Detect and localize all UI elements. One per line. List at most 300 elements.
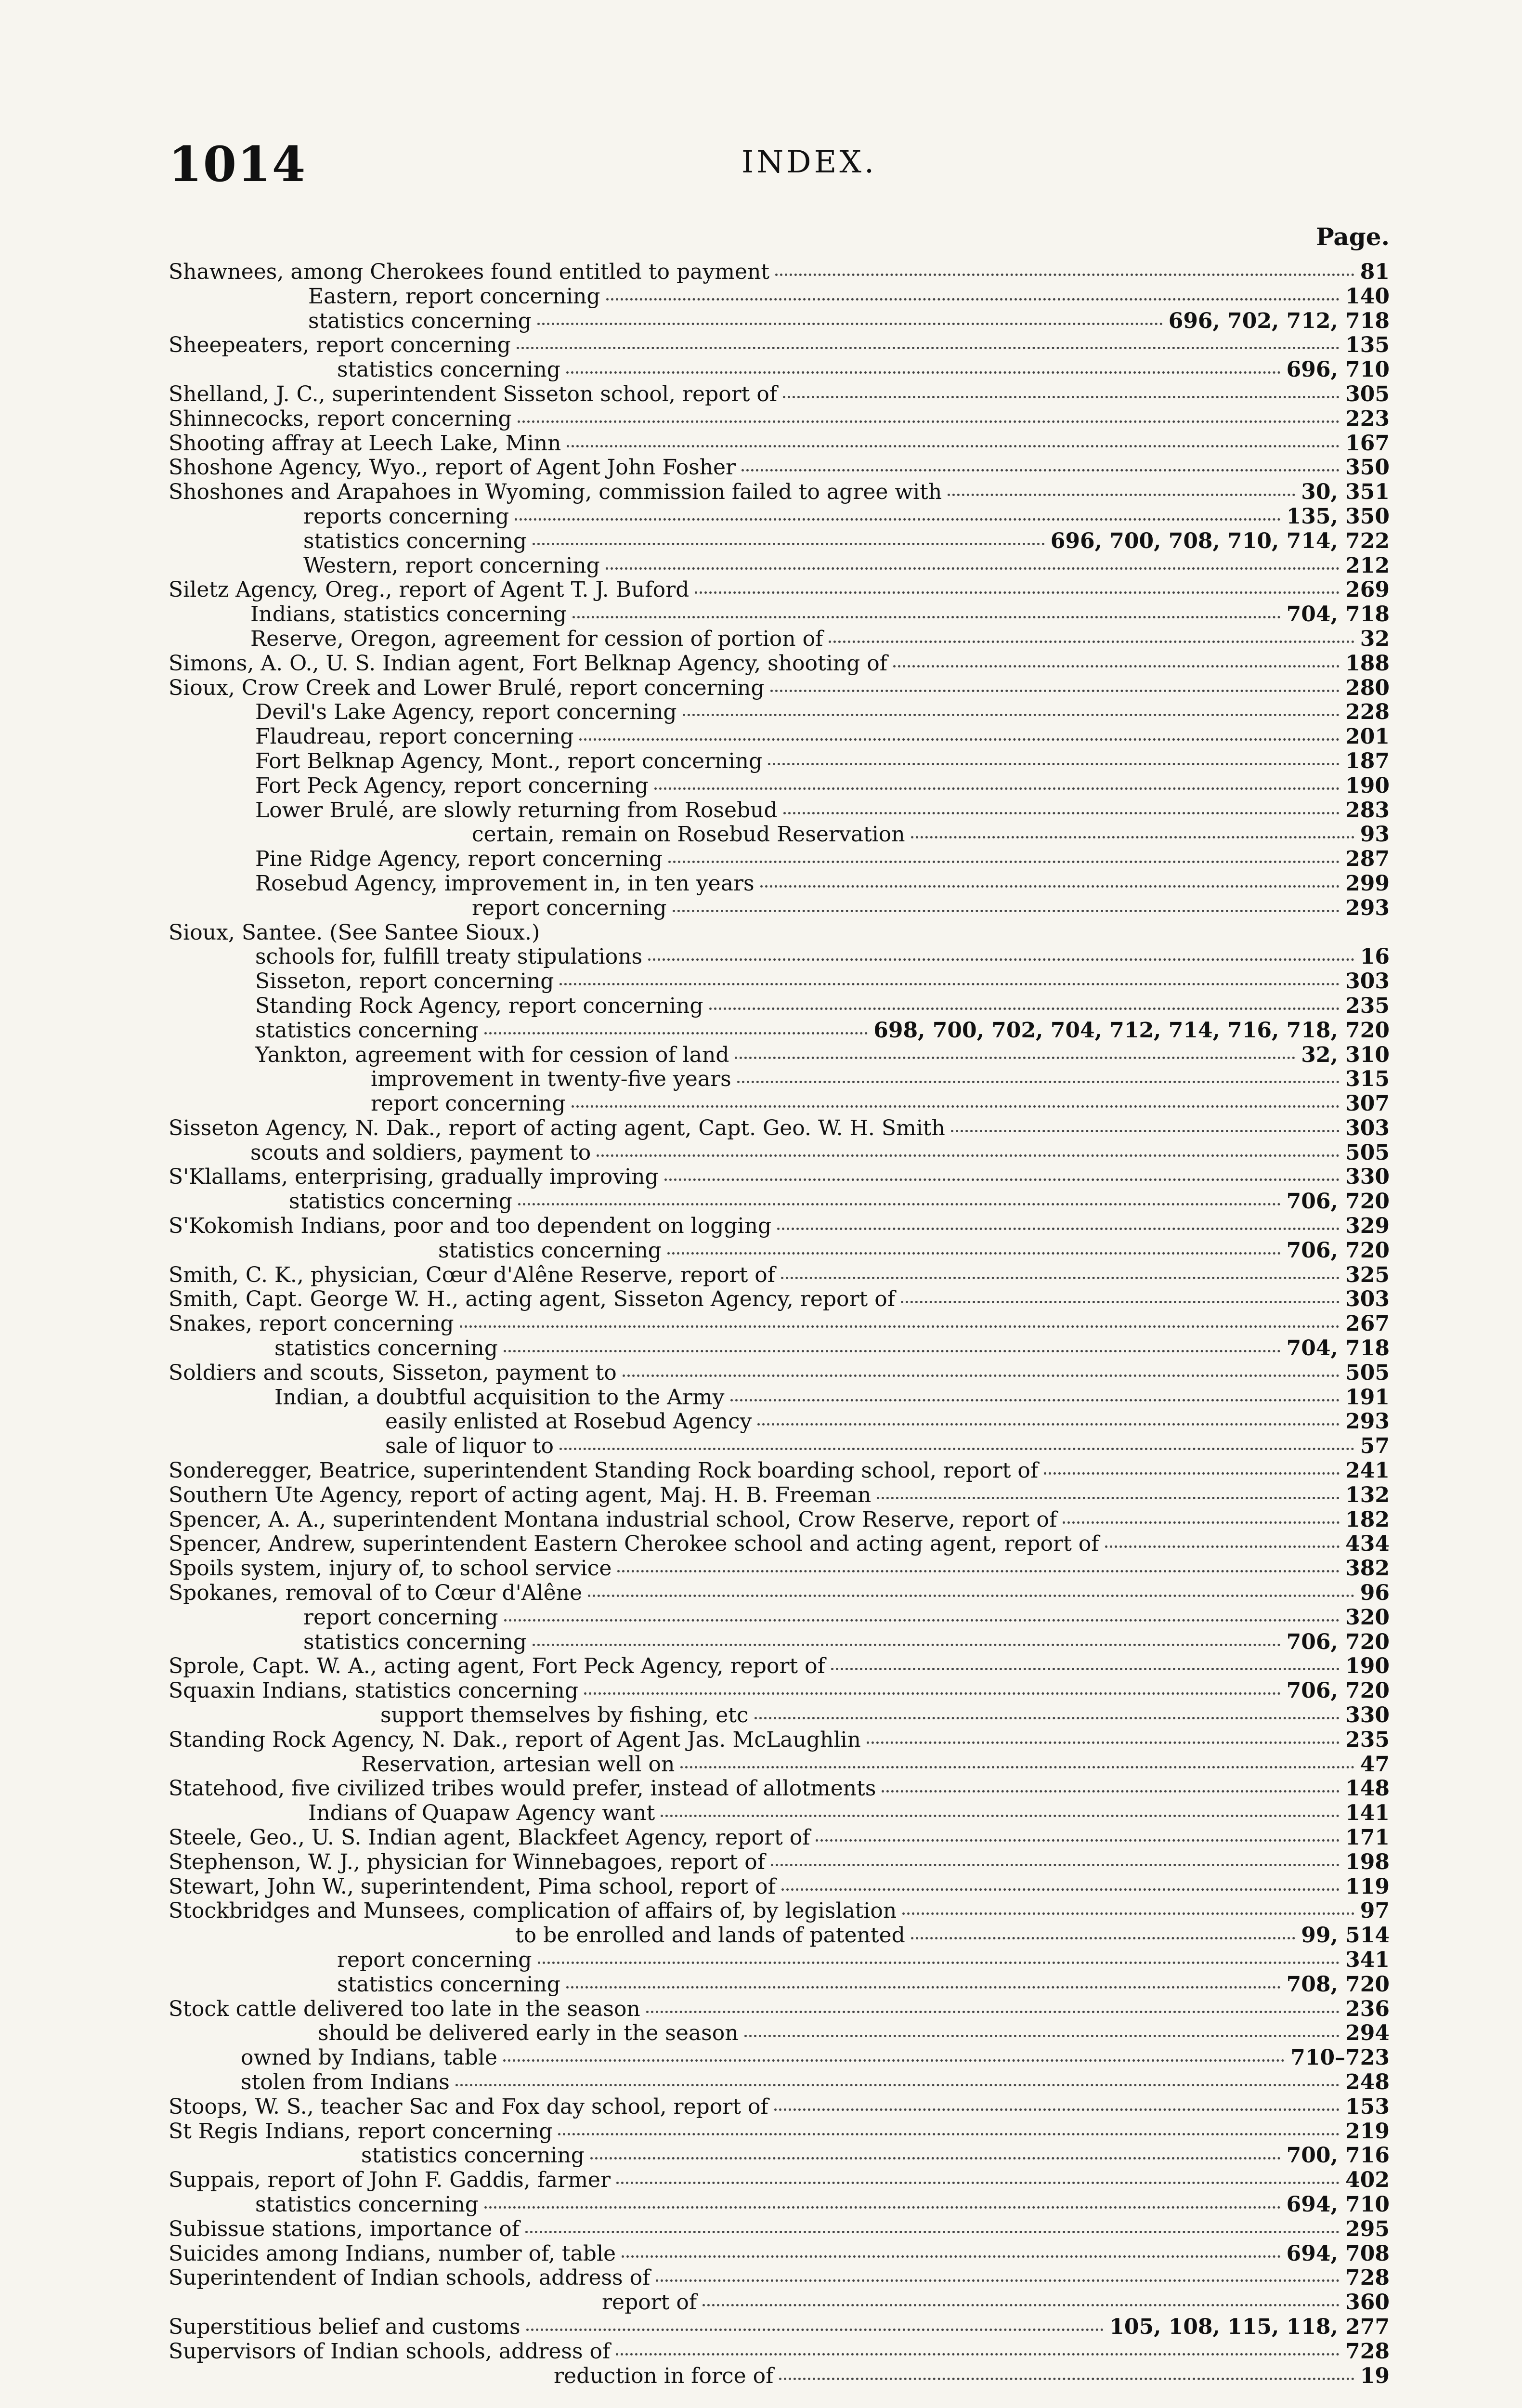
page-number: 1014 [169,136,307,193]
dot-leader [831,1668,1340,1670]
dot-leader [783,396,1340,398]
entry-page-reference: 505 [1345,1360,1390,1385]
entry-page-reference: 303 [1345,969,1390,994]
entry-text: statistics concerning [438,1238,662,1263]
dot-leader [504,1350,1281,1352]
dot-leader [623,1374,1340,1377]
dot-leader [754,1717,1340,1719]
index-entry [169,1557,1390,1581]
entry-page-reference: 287 [1345,847,1390,872]
dot-leader [656,2279,1340,2282]
entry-page-reference: 293 [1345,1409,1390,1434]
index-entry [169,1630,1390,1655]
dot-leader [951,1130,1340,1132]
index-entry [169,1336,1390,1361]
entry-page-reference: 505 [1345,1140,1390,1165]
dot-leader [559,1448,1354,1450]
index-entry [169,1997,1390,2022]
entry-page-reference: 32, 310 [1301,1042,1390,1067]
dot-leader [768,763,1340,765]
entry-page-reference: 191 [1345,1385,1390,1410]
index-entry [169,1654,1390,1679]
index-entry [169,1459,1390,1483]
dot-leader [781,1888,1340,1891]
index-entry [169,1703,1390,1728]
entry-text: Steele, Geo., U. S. Indian agent, Blackfeet Agency, report of [169,1825,810,1850]
entry-text: reduction in force of [554,2363,774,2388]
entry-text: Sioux, Crow Creek and Lower Brulé, report concerning [169,675,765,700]
dot-leader [775,274,1354,276]
entry-page-reference: 728 [1345,2339,1390,2364]
entry-text: S'Kokomish Indians, poor and too dependent on logging [169,1214,772,1239]
entry-page-reference: 360 [1345,2290,1390,2315]
dot-leader [673,910,1340,912]
entry-text: Shoshone Agency, Wyo., report of Agent John Fosher [169,455,736,480]
index-entry [169,798,1390,823]
index-entry [169,1483,1390,1508]
index-entry [169,627,1390,652]
dot-leader [783,812,1340,814]
entry-page-reference: 706, 720 [1286,1238,1390,1263]
dot-leader [566,371,1281,374]
entry-page-reference: 330 [1345,1165,1390,1190]
entry-text: Statehood, five civilized tribes would prefer, instead of allotments [169,1776,876,1801]
dot-leader [460,1325,1340,1328]
entry-page-reference: 303 [1345,1115,1390,1140]
entry-text: Standing Rock Agency, report concerning [255,993,703,1018]
entry-page-reference: 329 [1345,1214,1390,1239]
entry-page-reference: 696, 700, 708, 710, 714, 722 [1050,528,1390,553]
entry-page-reference: 706, 720 [1286,1629,1390,1654]
dot-leader [504,1619,1340,1622]
entry-page-reference: 167 [1345,431,1390,456]
dot-leader [579,738,1340,741]
index-entry [169,1214,1390,1239]
index-entry [169,578,1390,602]
entry-page-reference: 235 [1345,993,1390,1018]
index-entry [169,969,1390,994]
entry-page-reference: 32 [1360,626,1390,651]
dot-leader [567,445,1340,447]
entry-text: Sioux, Santee. (See Santee Sioux.) [169,920,540,945]
index-entry [169,1067,1390,1092]
dot-leader [667,1252,1281,1255]
index-entry [169,700,1390,725]
entry-text: reports concerning [303,504,509,529]
dot-leader [572,1105,1340,1108]
entry-page-reference: 248 [1345,2069,1390,2094]
entry-text: Superintendent of Indian schools, address of [169,2265,650,2290]
index-entry [169,505,1390,529]
entry-text: Smith, Capt. George W. H., acting agent, Sisseton Agency, report of [169,1287,895,1312]
index-entry [169,260,1390,285]
entry-page-reference: 704, 718 [1286,602,1390,627]
entry-page-reference: 57 [1360,1434,1390,1459]
entry-page-reference: 269 [1345,577,1390,602]
entry-page-reference: 190 [1345,773,1390,798]
index-entry [169,1190,1390,1214]
index-entry [169,2242,1390,2266]
dot-leader [816,1839,1340,1842]
index-entry [169,1728,1390,1753]
entry-page-reference: 696, 710 [1286,357,1390,382]
entry-text: Shinnecocks, report concerning [169,406,512,431]
entry-page-reference: 135 [1345,333,1390,358]
entry-page-reference: 382 [1345,1556,1390,1581]
entry-text: statistics concerning [274,1336,498,1361]
dot-leader [654,787,1340,790]
entry-text: Sisseton Agency, N. Dak., report of acting agent, Capt. Geo. W. H. Smith [169,1115,945,1140]
entry-page-reference: 30, 351 [1301,480,1390,505]
dot-leader [484,2206,1281,2209]
dot-leader [664,1178,1340,1181]
entry-page-reference: 303 [1345,1287,1390,1312]
entry-text: Superstitious belief and customs [169,2314,520,2339]
dot-leader [559,983,1340,985]
entry-text: report concerning [472,895,667,920]
entry-page-reference: 228 [1345,700,1390,725]
entry-text: Indians, statistics concerning [250,602,567,627]
index-entry [169,432,1390,456]
dot-leader [702,2304,1340,2306]
index-entry [169,1116,1390,1141]
index-entry [169,602,1390,627]
entry-page-reference: 295 [1345,2216,1390,2241]
entry-page-reference: 694, 710 [1286,2192,1390,2217]
entry-page-reference: 187 [1345,748,1390,773]
index-entry [169,2266,1390,2290]
index-entry [169,676,1390,701]
entry-page-reference: 728 [1345,2265,1390,2290]
entry-text: to be enrolled and lands of patented [515,1923,905,1948]
index-entry [169,309,1390,334]
entry-page-reference: 305 [1345,381,1390,406]
entry-text: sale of liquor to [385,1434,554,1459]
page-title: INDEX. [741,144,877,180]
dot-leader [829,641,1354,643]
dot-leader [518,1203,1281,1205]
dot-leader [877,1497,1340,1499]
entry-page-reference: 710–723 [1290,2045,1390,2070]
dot-leader [606,567,1340,570]
dot-leader [566,1986,1281,1989]
index-entry [169,1263,1390,1288]
index-entry [169,1606,1390,1630]
entry-page-reference: 293 [1345,895,1390,920]
entry-text: Supervisors of Indian schools, address of [169,2339,611,2364]
entry-text: Suicides among Indians, number of, table [169,2241,616,2266]
entry-text: Spokanes, removal of to Cœur d'Alêne [169,1581,583,1606]
dot-leader [771,1864,1340,1866]
entry-text: Eastern, report concerning [308,284,600,309]
dot-leader [1063,1521,1340,1524]
entry-page-reference: 119 [1345,1874,1390,1899]
entry-page-reference: 341 [1345,1947,1390,1972]
entry-page-reference: 434 [1345,1531,1390,1557]
dot-leader [867,1741,1340,1744]
index-entry [169,2070,1390,2095]
dot-leader [948,494,1295,496]
dot-leader [893,665,1340,667]
entry-page-reference: 294 [1345,2021,1390,2046]
dot-leader [744,2035,1340,2037]
index-entry [169,2095,1390,2120]
dot-leader [760,885,1340,888]
index-entry [169,2021,1390,2046]
entry-text: Shooting affray at Leech Lake, Minn [169,431,561,456]
index-entry [169,2120,1390,2144]
entry-page-reference: 283 [1345,798,1390,823]
index-entry [169,2168,1390,2193]
entry-text: statistics concerning [337,1972,560,1997]
entry-text: Simons, A. O., U. S. Indian agent, Fort Belknap Agency, shooting of [169,651,888,676]
entry-text: Indian, a doubtful acquisition to the Army [274,1385,725,1410]
dot-leader [774,2108,1340,2111]
dot-leader [709,1008,1340,1010]
entry-page-reference: 307 [1345,1091,1390,1116]
index-entry [169,1973,1390,1997]
index-entry [169,1508,1390,1532]
dot-leader [518,420,1340,423]
entry-text: Spoils system, injury of, to school service [169,1556,612,1581]
entry-text: Stockbridges and Munsees, complication of affairs of, by legislation [169,1898,897,1924]
entry-page-reference: 698, 700, 702, 704, 712, 714, 716, 718, 720 [873,1018,1390,1043]
index-entry [169,725,1390,749]
entry-page-reference: 99, 514 [1301,1923,1390,1948]
index-entry [169,480,1390,505]
entry-page-reference: 223 [1345,406,1390,431]
entry-text: S'Klallams, enterprising, gradually improving [169,1165,659,1190]
index-entry [169,1141,1390,1165]
entry-text: Spencer, A. A., superintendent Montana industrial school, Crow Reserve, report of [169,1507,1057,1532]
entry-page-reference: 402 [1345,2168,1390,2193]
entry-page-reference: 700, 716 [1286,2143,1390,2168]
entry-page-reference: 320 [1345,1605,1390,1630]
entry-text: Yankton, agreement with for cession of land [255,1042,729,1067]
dot-leader [597,1154,1340,1157]
entry-text: Stephenson, W. J., physician for Winnebagoes, report of [169,1849,765,1874]
index-entry [169,456,1390,480]
entry-page-reference: 153 [1345,2094,1390,2119]
index-entry [169,1850,1390,1875]
entry-text: statistics concerning [308,308,532,333]
index-entry [169,1019,1390,1043]
entry-text: report concerning [371,1091,566,1116]
index-entry [169,2290,1390,2315]
dot-leader [537,323,1163,325]
dot-leader [455,2084,1340,2086]
dot-leader [1044,1472,1340,1475]
entry-page-reference: 97 [1360,1898,1390,1924]
index-entry [169,1434,1390,1459]
entry-text: Lower Brulé, are slowly returning from Rosebud [255,798,778,823]
entry-page-reference: 182 [1345,1507,1390,1532]
index-entry [169,407,1390,432]
entry-page-reference: 219 [1345,2119,1390,2144]
index-entry [169,1410,1390,1434]
entry-page-reference: 190 [1345,1654,1390,1679]
entry-text: statistics concerning [255,2192,479,2217]
index-entry [169,945,1390,969]
entry-page-reference: 135, 350 [1286,504,1390,529]
entry-page-reference: 704, 718 [1286,1336,1390,1361]
index-entry [169,1826,1390,1850]
entry-page-reference: 267 [1345,1311,1390,1336]
entry-text: Pine Ridge Agency, report concerning [255,847,663,872]
entry-text: Sheepeaters, report concerning [169,333,511,358]
dot-leader [616,2353,1340,2356]
index-entry [169,358,1390,382]
dot-leader [683,714,1340,716]
index-entry [169,2144,1390,2168]
dot-leader [779,2378,1354,2380]
entry-text: scouts and soldiers, payment to [250,1140,591,1165]
entry-text: report concerning [303,1605,498,1630]
index-entry [169,1532,1390,1557]
entry-text: Shelland, J. C., superintendent Sisseton school, report of [169,381,778,406]
dot-leader [533,543,1045,545]
dot-leader [646,2011,1340,2013]
index-entry [169,2193,1390,2217]
index-entry [169,2046,1390,2070]
entry-text: statistics concerning [361,2143,585,2168]
index-entry [169,1679,1390,1703]
dot-leader [901,1301,1340,1303]
dot-leader [622,2255,1281,2258]
entry-page-reference: 148 [1345,1776,1390,1801]
index-entry [169,529,1390,554]
entry-page-reference: 105, 108, 115, 118, 277 [1109,2314,1390,2339]
dot-leader [558,2133,1340,2135]
index-entry [169,1581,1390,1606]
dot-leader [533,1644,1281,1646]
entry-page-reference: 350 [1345,455,1390,480]
index-entries [169,260,1390,2388]
dot-leader [526,2329,1104,2331]
entry-text: Siletz Agency, Oreg., report of Agent T. J. Buford [169,577,689,602]
index-entry [169,333,1390,358]
entry-page-reference: 96 [1360,1581,1390,1606]
entry-page-reference: 212 [1345,553,1390,578]
dot-leader [584,1692,1281,1695]
entry-text: statistics concerning [303,528,527,553]
index-entry [169,1239,1390,1263]
entry-text: schools for, fulfill treaty stipulations [255,944,643,969]
entry-text: Shawnees, among Cherokees found entitled to payment [169,260,770,284]
index-entry [169,749,1390,774]
entry-page-reference: 188 [1345,651,1390,676]
index-entry [169,652,1390,676]
entry-text: Sprole, Capt. W. A., acting agent, Fort Peck Agency, report of [169,1654,825,1679]
dot-leader [616,2182,1340,2184]
index-entry [169,847,1390,872]
entry-text: certain, remain on Rosebud Reservation [472,822,905,847]
entry-text: St Regis Indians, report concerning [169,2119,553,2144]
entry-text: report of [602,2290,697,2315]
dot-leader [902,1912,1354,1915]
entry-text: Fort Peck Agency, report concerning [255,773,649,798]
dot-leader [777,1228,1340,1230]
index-entry [169,1924,1390,1948]
entry-text: owned by Indians, table [241,2045,497,2070]
index-entry [169,1948,1390,1973]
dot-leader [911,1937,1295,1939]
index-entry [169,1312,1390,1336]
entry-page-reference: 47 [1360,1752,1390,1777]
entry-text: Western, report concerning [303,553,600,578]
index-entry [169,285,1390,309]
entry-text: Reserve, Oregon, agreement for cession of portion of [250,626,823,651]
dot-leader [661,1815,1340,1817]
index-entry [169,872,1390,896]
entry-text: Sisseton, report concerning [255,969,554,994]
dot-leader [741,469,1340,471]
entry-text: Stewart, John W., superintendent, Pima school, report of [169,1874,776,1899]
entry-page-reference: 81 [1360,260,1390,284]
entry-page-reference: 694, 708 [1286,2241,1390,2266]
entry-text: Subissue stations, importance of [169,2216,520,2241]
dot-leader [484,1032,868,1034]
dot-leader [911,836,1354,838]
dot-leader [503,2059,1285,2062]
entry-text: Shoshones and Arapahoes in Wyoming, commission failed to agree with [169,480,942,505]
index-entry [169,554,1390,578]
dot-leader [680,1766,1354,1768]
index-entry [169,1753,1390,1777]
dot-leader [757,1423,1340,1426]
entry-text: Rosebud Agency, improvement in, in ten years [255,871,754,896]
index-entry [169,994,1390,1019]
entry-text: improvement in twenty-five years [371,1067,731,1092]
index-entry [169,896,1390,921]
entry-page-reference: 241 [1345,1458,1390,1483]
dot-leader [695,591,1340,594]
index-entry [169,382,1390,407]
entry-text: statistics concerning [337,357,560,382]
dot-leader [590,2157,1281,2159]
index-entry [169,2340,1390,2364]
entry-text: should be delivered early in the season [318,2021,739,2046]
entry-page-reference: 236 [1345,1996,1390,2021]
entry-page-reference: 93 [1360,822,1390,847]
dot-leader [617,1570,1340,1572]
page-column-header: Page. [1316,222,1390,251]
entry-text: Flaudreau, report concerning [255,724,574,749]
index-entry [169,2364,1390,2389]
entry-page-reference: 696, 702, 712, 718 [1168,308,1390,333]
entry-text: Stoops, W. S., teacher Sac and Fox day school, report of [169,2094,768,2119]
index-entry [169,1165,1390,1190]
entry-page-reference: 198 [1345,1849,1390,1874]
entry-page-reference: 19 [1360,2363,1390,2388]
index-entry [169,1043,1390,1068]
index-entry [169,921,1390,945]
dot-leader [588,1595,1354,1597]
dot-leader [770,690,1340,692]
entry-page-reference: 706, 720 [1286,1189,1390,1214]
entry-text: Smith, C. K., physician, Cœur d'Alêne Reserve, report of [169,1262,776,1287]
entry-page-reference: 315 [1345,1067,1390,1092]
entry-text: Fort Belknap Agency, Mont., report concerning [255,748,763,773]
dot-leader [572,616,1281,618]
index-entry [169,774,1390,798]
entry-page-reference: 330 [1345,1703,1390,1728]
dot-leader [538,1962,1340,1964]
index-entry [169,1386,1390,1410]
entry-page-reference: 280 [1345,675,1390,700]
index-entry [169,823,1390,847]
dot-leader [1105,1545,1340,1548]
